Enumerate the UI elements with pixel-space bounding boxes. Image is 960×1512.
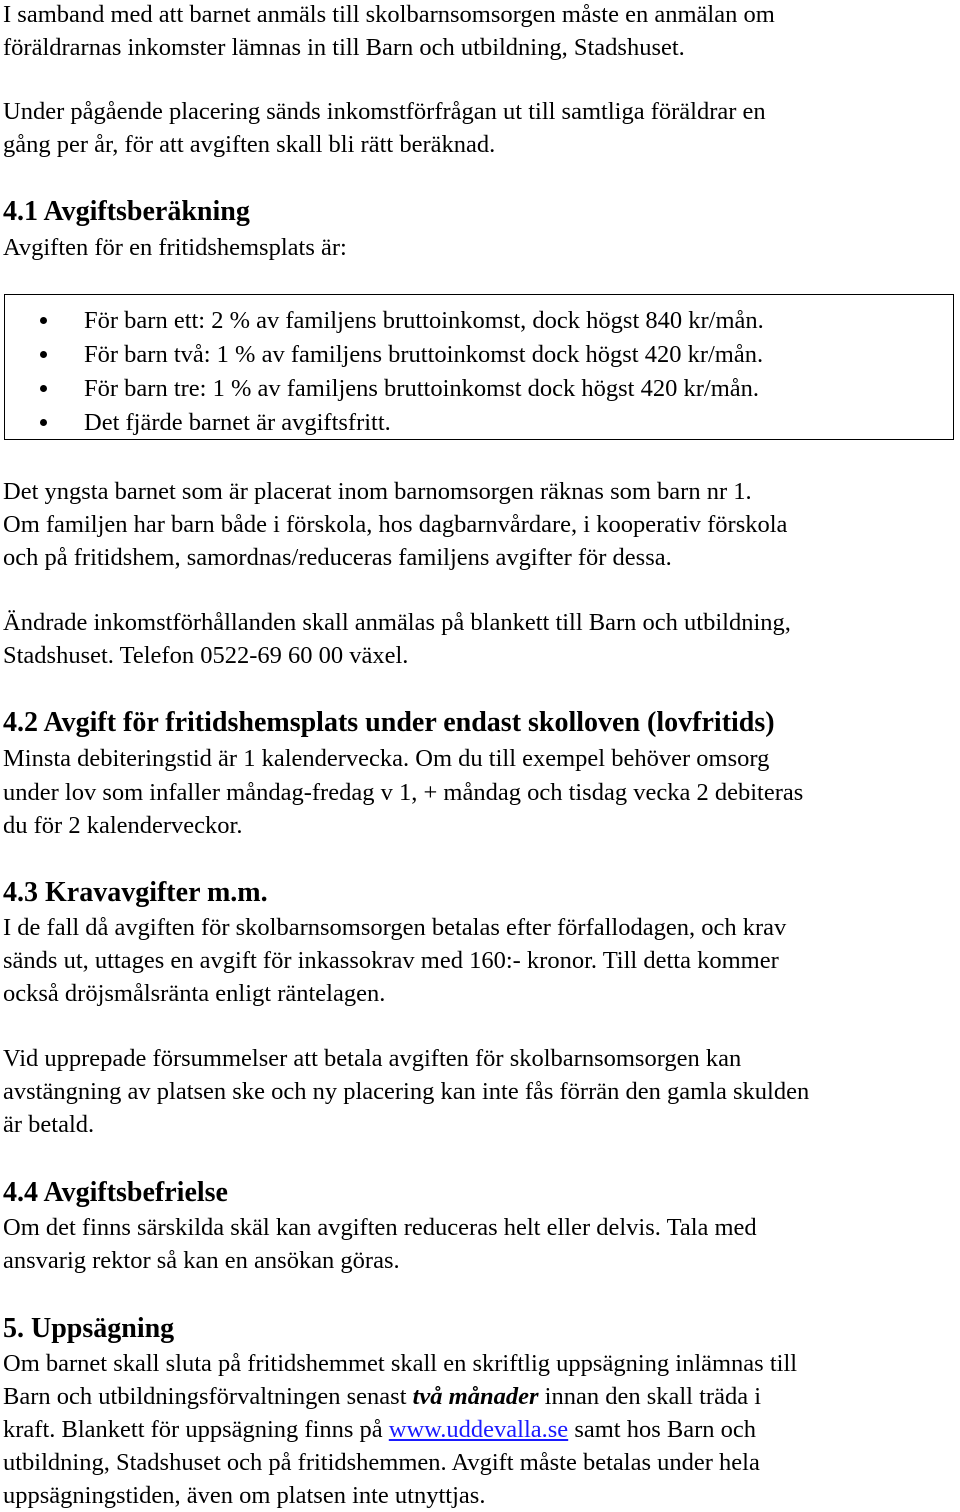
- paragraph-line: Vid upprepade försummelser att betala avgiften för skolbarnsomsorgen kan: [3, 1045, 742, 1072]
- paragraph-line: under lov som infaller måndag-fredag v 1, + måndag och tisdag vecka 2 debiteras: [3, 779, 804, 806]
- paragraph-line: I de fall då avgiften för skolbarnsomsorgen betalas efter förfallodagen, och krav: [3, 914, 787, 941]
- intro-line: gång per år, för att avgiften skall bli rätt beräknad.: [3, 131, 496, 158]
- paragraph-line: uppsägningstiden, även om platsen inte utnyttjas.: [3, 1482, 486, 1509]
- paragraph-line: är betald.: [3, 1111, 95, 1138]
- paragraph-line: Barn och utbildningsförvaltningen senast två månader innan den skall träda i: [3, 1383, 762, 1410]
- paragraph-line: och på fritidshem, samordnas/reduceras familjens avgifter för dessa.: [3, 544, 672, 571]
- intro-line: föräldrarnas inkomster lämnas in till Barn och utbildning, Stadshuset.: [3, 34, 685, 61]
- emphasis-text: två månader: [412, 1383, 539, 1410]
- section-heading-4-1: 4.1 Avgiftsberäkning: [3, 196, 250, 227]
- paragraph-line: sänds ut, uttages en avgift för inkassokrav med 160:- kronor. Till detta kommer: [3, 947, 779, 974]
- paragraph-line: Ändrade inkomstförhållanden skall anmälas på blankett till Barn och utbildning,: [3, 609, 791, 636]
- intro-line: I samband med att barnet anmäls till skolbarnsomsorgen måste en anmälan om: [3, 1, 775, 28]
- paragraph-line: utbildning, Stadshuset och på fritidshemmen. Avgift måste betalas under hela: [3, 1449, 760, 1476]
- paragraph-line: Minsta debiteringstid är 1 kalendervecka. Om du till exempel behöver omsorg: [3, 745, 770, 772]
- paragraph-line: du för 2 kalenderveckor.: [3, 812, 243, 839]
- section-heading-4-3: 4.3 Kravavgifter m.m.: [3, 877, 268, 908]
- intro-line: Under pågående placering sänds inkomstförfrågan ut till samtliga föräldrar en: [3, 98, 766, 125]
- section-lead: Avgiften för en fritidshemsplats är:: [3, 234, 347, 261]
- website-link[interactable]: www.uddevalla.se: [388, 1416, 569, 1443]
- paragraph-line: ansvarig rektor så kan en ansökan göras.: [3, 1247, 400, 1274]
- section-heading-5: 5. Uppsägning: [3, 1313, 175, 1344]
- document-page: I samband med att barnet anmäls till skolbarnsomsorgen måste en anmälan om föräldrarnas inkomster lämnas in till Barn och utbildning, Stadshuset. Under pågående placering sänds inkomstförfrågan ut till samtliga föräldrar en gång per år, för att avgiften skall bli rätt beräknad. 4.1 Avgiftsberäkning Avgiften för en fritidshemsplats är: För barn ett: 2 % av familjens bruttoinkomst, dock högst 840 kr/mån. För barn två: 1 % av familjens bruttoinkomst dock högst 420 kr/mån. För barn tre: 1 % av familjens bruttoinkomst dock högst 420 kr/mån. Det fjärde barnet är avgiftsfritt. Det yngsta barnet som är placerat inom barnomsorgen räknas som barn nr 1. Om familjen har barn både i förskola, hos dagbarnvårdare, i kooperativ förskola och på fritidshem, samordnas/reduceras familjens avgifter för dessa. Ändrade inkomstförhållanden skall anmälas på blankett till Barn och utbildning, Stadshuset. Telefon 0522-69 60 00 växel. 4.2 Avgift för fritidshemsplats under endast skolloven (lovfritids) Minsta debiteringstid är 1 kalendervecka. Om du till exempel behöver omsorg under lov som infaller måndag-fredag v 1, + måndag och tisdag vecka 2 debiteras du för 2 kalenderveckor. 4.3 Kravavgifter m.m. I de fall då avgiften för skolbarnsomsorgen betalas efter förfallodagen, och krav sänds ut, uttages en avgift för inkassokrav med 160:- kronor. Till detta kommer också dröjsmålsränta enligt räntelagen. Vid upprepade försummelser att betala avgiften för skolbarnsomsorgen kan avstängning av platsen ske och ny placering kan inte fås förrän den gamla skulden är betald. 4.4 Avgiftsbefrielse Om det finns särskilda skäl kan avgiften reduceras helt eller delvis. Tala med ansvarig rektor så kan en ansökan göras. 5. Uppsägning Om barnet skall sluta på fritidshemmet skall en skriftlig uppsägning inlämnas till Barn och utbildningsförvaltningen senast två månader innan den skall träda i kraft. Blankett för uppsägning finns på www.uddevalla.se samt hos Barn och utbildning, Stadshuset och på fritidshemmen. Avgift måste betalas under hela uppsägningstiden, även om platsen inte utnyttjas.: [0, 0, 960, 1511]
- paragraph-line: också dröjsmålsränta enligt räntelagen.: [3, 980, 386, 1007]
- paragraph-line: Det yngsta barnet som är placerat inom barnomsorgen räknas som barn nr 1.: [3, 478, 752, 505]
- paragraph-line: Om barnet skall sluta på fritidshemmet skall en skriftlig uppsägning inlämnas till: [3, 1350, 798, 1377]
- paragraph-line: Stadshuset. Telefon 0522-69 60 00 växel.: [3, 642, 409, 669]
- bullet-icon: [40, 317, 47, 324]
- section-heading-4-2: 4.2 Avgift för fritidshemsplats under endast skolloven (lovfritids): [3, 707, 775, 738]
- section-heading-4-4: 4.4 Avgiftsbefrielse: [3, 1177, 228, 1208]
- paragraph-line: kraft. Blankett för uppsägning finns på www.uddevalla.se samt hos Barn och: [3, 1416, 756, 1443]
- paragraph-line: Om familjen har barn både i förskola, hos dagbarnvårdare, i kooperativ förskola: [3, 511, 788, 538]
- paragraph-line: Om det finns särskilda skäl kan avgiften reduceras helt eller delvis. Tala med: [3, 1214, 757, 1241]
- paragraph-line: avstängning av platsen ske och ny placering kan inte fås förrän den gamla skulden: [3, 1078, 810, 1105]
- bullet-icon: [40, 385, 47, 392]
- bullet-icon: [40, 351, 47, 358]
- bullet-icon: [40, 419, 47, 426]
